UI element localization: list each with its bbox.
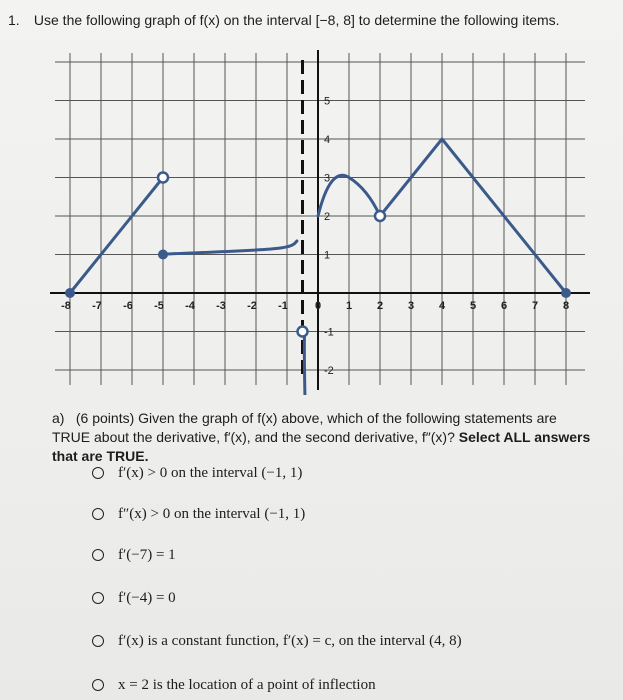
function-graph bbox=[50, 45, 590, 395]
question-number: 1. bbox=[8, 12, 20, 28]
y-tick-label: 3 bbox=[324, 172, 331, 185]
closed-point bbox=[158, 250, 168, 260]
part-a-text: (6 points) Given the graph of f(x) above, which of the following statements are TRUE about the derivative, f′(x), and the second derivative, f″(x)? bbox=[52, 410, 557, 445]
x-tick-label: 8 bbox=[562, 300, 570, 312]
choice-5[interactable] bbox=[92, 630, 462, 652]
curve-segment-linear bbox=[70, 178, 163, 294]
x-tick-label: 5 bbox=[469, 300, 477, 312]
x-tick-label: -1 bbox=[278, 300, 288, 312]
x-tick-label: -3 bbox=[216, 300, 226, 312]
curve-segment-left-of-asymptote bbox=[163, 241, 297, 255]
x-tick-label: -7 bbox=[92, 300, 102, 312]
x-tick-label: -8 bbox=[61, 300, 71, 312]
choice-text: f′(x) is a constant function, f′(x) = c, on the interval (4, 8) bbox=[118, 632, 462, 649]
radio-circle-icon[interactable] bbox=[92, 549, 104, 561]
y-tick-label: 1 bbox=[324, 249, 331, 262]
radio-circle-icon[interactable] bbox=[92, 635, 104, 647]
closed-point bbox=[561, 288, 571, 298]
choice-text: f′(−7) = 1 bbox=[118, 546, 176, 563]
x-tick-label: -4 bbox=[185, 300, 195, 312]
choice-text: x = 2 is the location of a point of inflection bbox=[118, 676, 376, 693]
y-tick-label: 2 bbox=[324, 211, 331, 223]
x-tick-label: 2 bbox=[376, 300, 384, 312]
y-tick-label: 5 bbox=[324, 95, 331, 108]
open-point bbox=[298, 327, 308, 337]
radio-circle-icon[interactable] bbox=[92, 508, 104, 520]
choice-text: f′(x) > 0 on the interval (−1, 1) bbox=[118, 464, 303, 481]
y-tick-label: -2 bbox=[324, 365, 334, 377]
open-point bbox=[158, 173, 168, 183]
choice-6[interactable] bbox=[92, 674, 376, 696]
choice-text: f′(−4) = 0 bbox=[118, 589, 176, 606]
part-a-prompt bbox=[52, 409, 597, 466]
choice-2[interactable] bbox=[92, 503, 305, 525]
y-tick-label: -1 bbox=[324, 326, 334, 339]
x-tick-label: 1 bbox=[345, 300, 353, 312]
x-tick-label: 7 bbox=[531, 300, 539, 312]
choice-text: f″(x) > 0 on the interval (−1, 1) bbox=[118, 505, 306, 522]
x-tick-label: 0 bbox=[314, 300, 322, 312]
x-tick-label: -6 bbox=[123, 300, 133, 312]
choice-4[interactable] bbox=[92, 587, 176, 609]
radio-circle-icon[interactable] bbox=[92, 592, 104, 604]
question-header bbox=[8, 10, 608, 30]
radio-circle-icon[interactable] bbox=[92, 679, 104, 691]
x-tick-label: 6 bbox=[500, 300, 508, 312]
curve-segment-right-of-asymptote bbox=[304, 328, 305, 395]
x-tick-label: -2 bbox=[247, 300, 257, 312]
question-text: Use the following graph of f(x) on the interval [−8, 8] to determine the following items. bbox=[33, 12, 560, 28]
choice-3[interactable] bbox=[92, 544, 176, 566]
closed-point bbox=[65, 288, 75, 298]
y-tick-label: 4 bbox=[324, 134, 331, 146]
choice-1[interactable] bbox=[92, 462, 302, 484]
open-point bbox=[375, 211, 385, 221]
part-a-label: a) bbox=[52, 410, 65, 426]
x-tick-label: -5 bbox=[154, 300, 164, 312]
x-tick-label: 4 bbox=[438, 300, 446, 312]
x-tick-label: 3 bbox=[407, 300, 415, 312]
radio-circle-icon[interactable] bbox=[92, 467, 104, 479]
graph-svg bbox=[50, 45, 590, 395]
part-a-instruction: Select ALL answers that are TRUE. bbox=[52, 429, 591, 464]
